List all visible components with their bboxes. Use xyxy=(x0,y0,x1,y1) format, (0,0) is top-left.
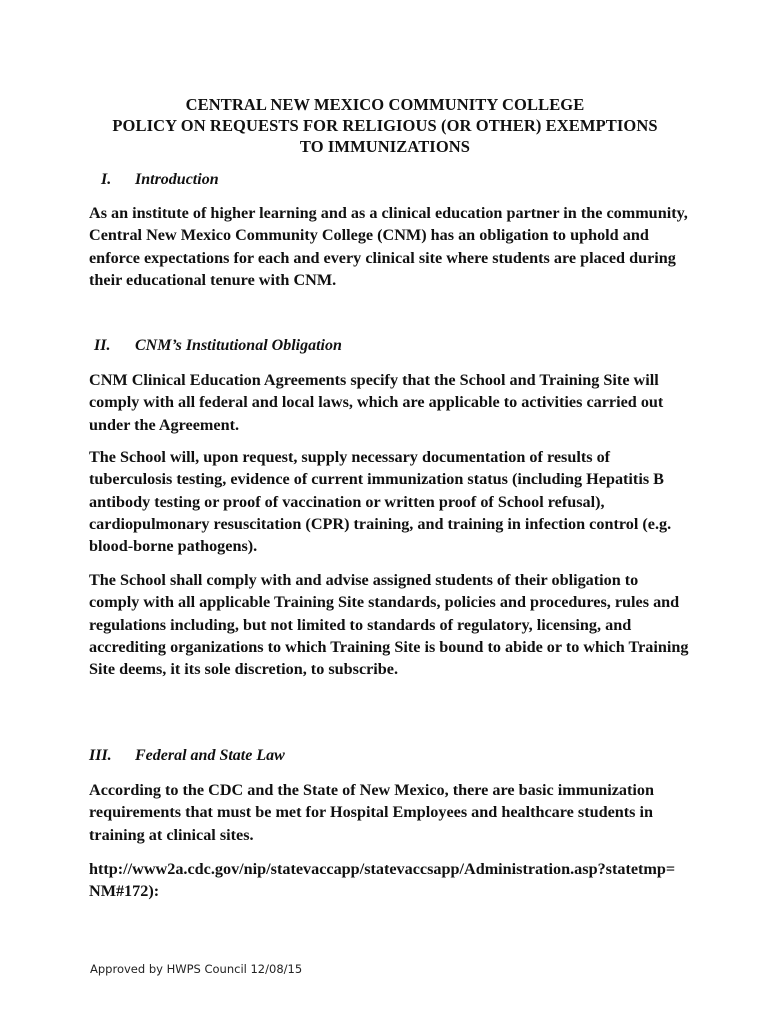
paragraph: The School will, upon request, supply necessary documentation of results of tuberculosis testing, evidence of current immunization status (including Hepatitis B antibody testing or proof of vaccination or written proof of School refusal), cardiopulmonary resuscitation (CPR) training, and training in infection control (e.g. blood-borne pathogens). xyxy=(89,448,672,556)
approval-footer: Approved by HWPS Council 12/08/15 xyxy=(90,962,303,976)
section-heading-federal-state-law xyxy=(89,746,285,766)
section-number: III. xyxy=(89,747,112,764)
section-title: Federal and State Law xyxy=(135,747,285,764)
reference-url: http://www2a.cdc.gov/nip/statevaccapp/statevaccsapp/Administration.asp?statetmp=NM#172): xyxy=(89,860,676,901)
paragraph: According to the CDC and the State of New Mexico, there are basic immunization requirements that must be met for Hospital Employees and healthcare students in training at clinical sites. xyxy=(89,781,654,844)
section-heading-introduction xyxy=(101,170,219,190)
section-number: I. xyxy=(101,171,112,188)
section-heading-institutional-obligation xyxy=(94,336,342,356)
title-line-2: POLICY ON REQUESTS FOR RELIGIOUS (OR OTHER) EXEMPTIONS xyxy=(112,116,658,135)
paragraph: As an institute of higher learning and as a clinical education partner in the community, Central New Mexico Community College (CNM) has an obligation to uphold and enforce expectations for each and every clinical site where students are placed during their educational tenure with CNM. xyxy=(89,204,688,289)
section-number: II. xyxy=(94,337,111,354)
title-line-1: CENTRAL NEW MEXICO COMMUNITY COLLEGE xyxy=(185,95,585,114)
document-title xyxy=(60,94,710,157)
section-title: Introduction xyxy=(135,171,219,188)
title-line-3: TO IMMUNIZATIONS xyxy=(299,137,471,156)
paragraph: CNM Clinical Education Agreements specify that the School and Training Site will comply with all federal and local laws, which are applicable to activities carried out under the Agreement. xyxy=(89,371,664,434)
paragraph: The School shall comply with and advise assigned students of their obligation to comply with all applicable Training Site standards, policies and procedures, rules and regulations including, but not limited to standards of regulatory, licensing, and accrediting organizations to which Training Site is bound to abide or to which Training Site deems, it its sole discretion, to subscribe. xyxy=(89,571,689,679)
section-title: CNM’s Institutional Obligation xyxy=(135,337,342,354)
